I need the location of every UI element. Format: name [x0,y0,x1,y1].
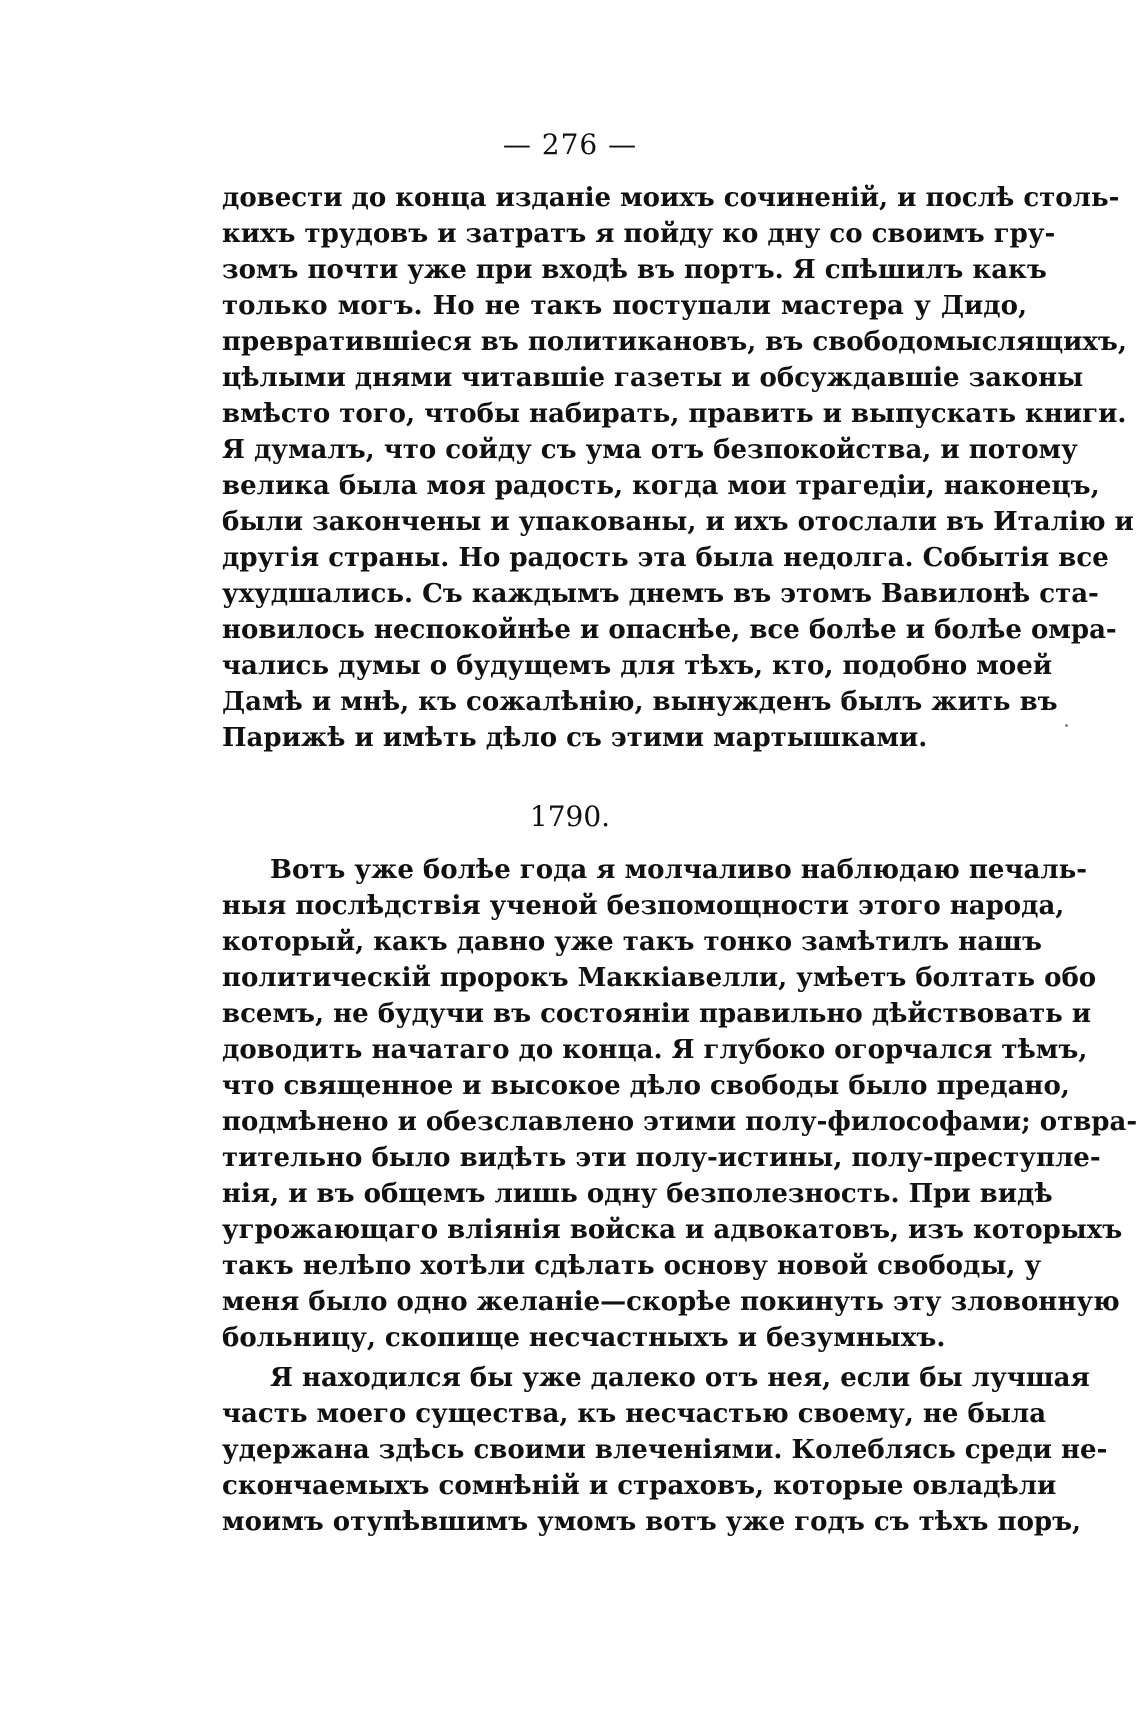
text-line: часть моего существа, къ несчастью своему, не была [222,1399,1047,1429]
text-line: скончаемыхъ сомнѣній и страховъ, которые овладѣли [222,1471,1057,1501]
text-line: доводить начатаго до конца. Я глубоко огорчался тѣмъ, [222,1035,1088,1065]
text-line: вмѣсто того, чтобы набирать, править и выпускать книги. [222,399,1127,429]
text-line: тительно было видѣть эти полу-истины, полу-преступле- [222,1143,1101,1173]
text-line: новилось неспокойнѣе и опаснѣе, все болѣе и болѣе омра- [222,615,1117,645]
text-line: ухудшались. Съ каждымъ днемъ въ этомъ Вавилонѣ ста- [222,579,1099,609]
margin-speck [1065,724,1068,727]
paragraph-1 [222,180,1134,756]
text-line: довести до конца изданіе моихъ сочиненій, и послѣ столь- [222,183,1120,213]
text-line: превратившіеся въ политикановъ, въ свободомыслящихъ, [222,327,1127,357]
text-line: меня было одно желаніе—скорѣе покинуть эту зловонную [222,1287,1120,1317]
text-line: моимъ отупѣвшимъ умомъ вотъ уже годъ съ тѣхъ поръ, [222,1507,1082,1537]
text-line: Парижѣ и имѣть дѣло съ этими мартышками. [222,723,928,753]
text-line: ныя послѣдствія ученой безпомощности этого народа, [222,891,1065,921]
text-line: угрожающаго вліянія войска и адвокатовъ, изъ которыхъ [222,1215,1123,1245]
text-line: больницу, скопище несчастныхъ и безумныхъ. [222,1323,946,1353]
text-line: Дамѣ и мнѣ, къ сожалѣнію, вынужденъ былъ жить въ [222,687,1058,717]
text-line: всемъ, не будучи въ состояніи правильно дѣйствовать и [222,999,1092,1029]
text-line: Вотъ уже болѣе года я молчаливо наблюдаю печаль- [270,855,1088,885]
text-line: подмѣнено и обезславлено этими полу-философами; отвра- [222,1107,1138,1137]
text-line: Я думалъ, что сойду съ ума отъ безпокойства, и потому [222,435,1078,465]
text-line: были закончены и упакованы, и ихъ отослали въ Италію и [222,507,1134,537]
text-line: нія, и въ общемъ лишь одну безполезность. При видѣ [222,1179,1053,1209]
text-line: только могъ. Но не такъ поступали мастера у Дидо, [222,291,1027,321]
text-line: другія страны. Но радость эта была недолга. Событія все [222,543,1109,573]
text-line: который, какъ давно уже такъ тонко замѣтилъ нашъ [222,927,1042,957]
paragraph-2 [222,852,1138,1356]
section-year-heading: 1790. [529,800,611,833]
paragraph-3 [222,1360,1108,1540]
text-line: зомъ почти уже при входѣ въ портъ. Я спѣшилъ какъ [222,255,1047,285]
text-line: такъ нелѣпо хотѣли сдѣлать основу новой свободы, у [222,1251,1042,1281]
text-line: удержана здѣсь своими влеченіями. Колеблясь среди не- [222,1435,1108,1465]
text-line: чались думы о будущемъ для тѣхъ, кто, подобно моей [222,651,1053,681]
text-line: что священное и высокое дѣло свободы было предано, [222,1071,1070,1101]
text-line: политическій пророкъ Маккіавелли, умѣетъ болтать обо [222,963,1097,993]
text-line: Я находился бы уже далеко отъ нея, если бы лучшая [270,1363,1090,1393]
text-line: цѣлыми днями читавшіе газеты и обсуждавшіе законы [222,363,1084,393]
page-number: — 276 — [502,128,638,161]
text-line: велика была моя радость, когда мои трагедіи, наконецъ, [222,471,1100,501]
text-line: кихъ трудовъ и затратъ я пойду ко дну со своимъ гру- [222,219,1056,249]
